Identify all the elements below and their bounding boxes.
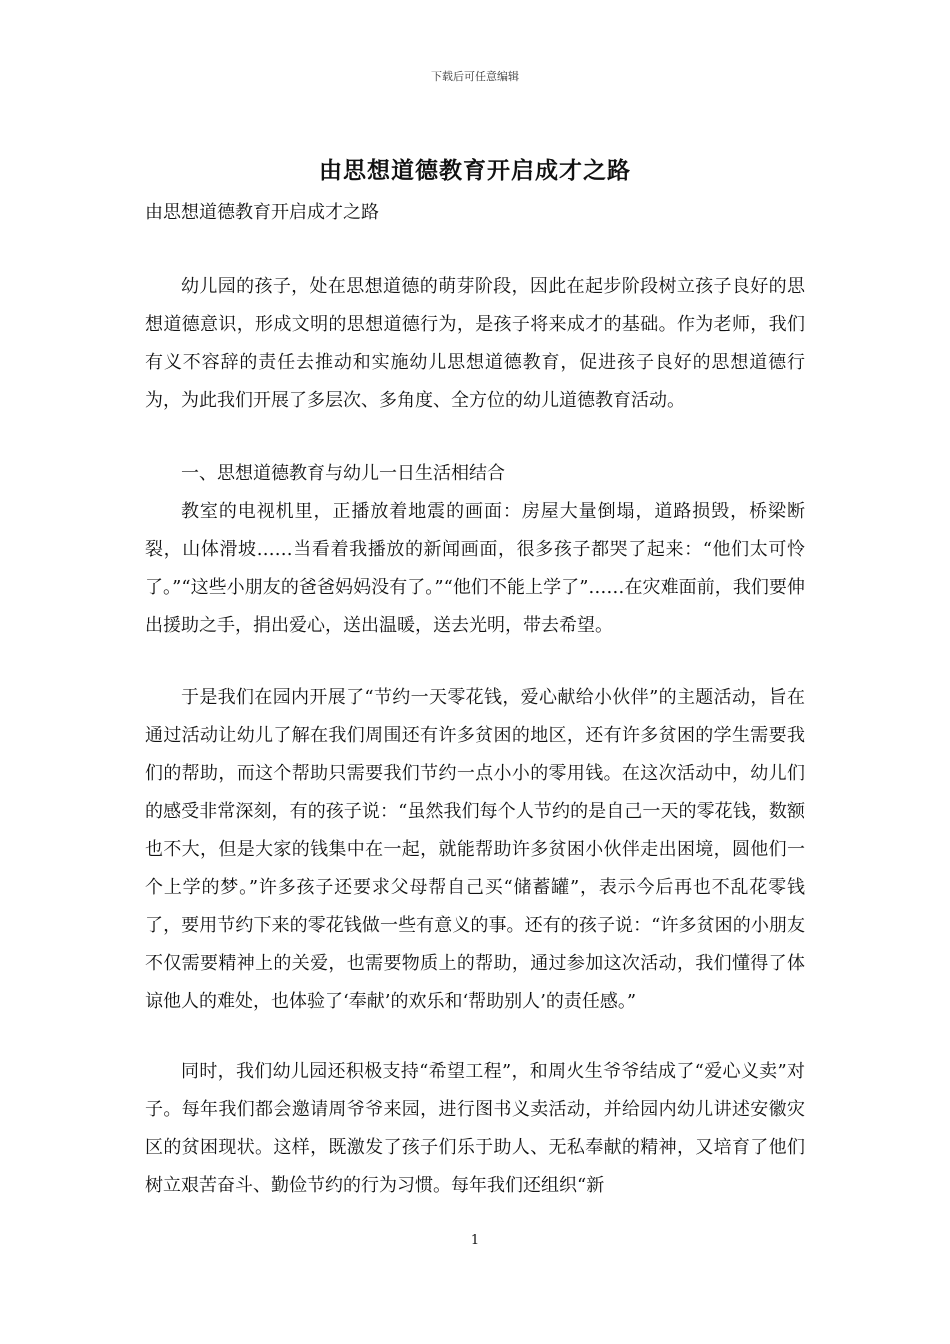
- document-title: 由思想道德教育开启成才之路: [319, 157, 631, 184]
- paragraph-activity: 于是我们在园内开展了“节约一天零花钱，爱心献给小伙伴”的主题活动，旨在通过活动让幼儿了解在我们周围还有许多贫困的地区，还有许多贫困的学生需要我们的帮助，而这个帮助只需要我们节约一点小小的零用钱。在这次活动中，幼儿们的感受非常深刻，有的孩子说：“虽然我们每个人节约的是自己一天的零花钱，数额也不大，但是大家的钱集中在一起，就能帮助许多贫困小伙伴走出困境，圆他们一个上学的梦。”许多孩子还要求父母帮自己买“储蓄罐”，表示今后再也不乱花零钱了，要用节约下来的零花钱做一些有意义的事。还有的孩子说：“许多贫困的小朋友不仅需要精神上的关爱，也需要物质上的帮助，通过参加这次活动，我们懂得了体谅他人的难处，也体验了‘奉献’的欢乐和‘帮助别人’的责任感。”: [145, 687, 805, 1012]
- paragraph-intro: 幼儿园的孩子，处在思想道德的萌芽阶段，因此在起步阶段树立孩子良好的思想道德意识，形成文明的思想道德行为，是孩子将来成才的基础。作为老师，我们有义不容辞的责任去推动和实施幼儿思想道德教育，促进孩子良好的思想道德行为，为此我们开展了多层次、多角度、全方位的幼儿道德教育活动。: [145, 276, 805, 411]
- section-heading: 一、思想道德教育与幼儿一日生活相结合: [181, 463, 505, 484]
- paragraph-earthquake: 教室的电视机里，正播放着地震的画面：房屋大量倒塌，道路损毁，桥梁断裂，山体滑坡……当看着我播放的新闻画面，很多孩子都哭了起来：“他们太可怜了。”“这些小朋友的爸爸妈妈没有了。”“他们不能上学了”……在灾难面前，我们要伸出援助之手，捐出爱心，送出温暖，送去光明，带去希望。: [145, 501, 805, 636]
- header-note: 下载后可任意编辑: [431, 70, 519, 83]
- paragraph-hope-project: 同时，我们幼儿园还积极支持“希望工程”，和周火生爷爷结成了“爱心义卖”对子。每年我们都会邀请周爷爷来园，进行图书义卖活动，并给园内幼儿讲述安徽灾区的贫困现状。这样，既激发了孩子们乐于助人、无私奉献的精神，又培育了他们树立艰苦奋斗、勤俭节约的行为习惯。每年我们还组织“新: [145, 1061, 805, 1196]
- document-subtitle: 由思想道德教育开启成才之路: [145, 202, 379, 223]
- page-number: 1: [470, 1233, 480, 1248]
